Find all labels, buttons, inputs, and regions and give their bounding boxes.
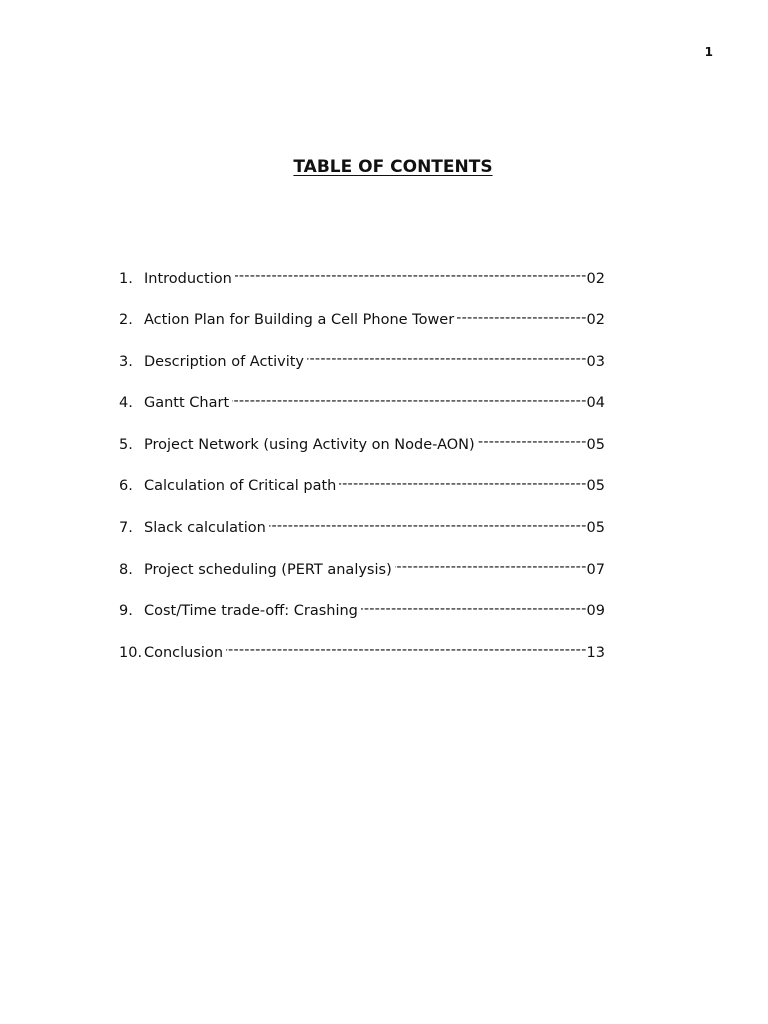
dot-leader	[457, 310, 586, 325]
toc-entry-number: 9.	[119, 603, 133, 620]
dot-leader	[478, 434, 587, 449]
toc-entry-page: 04	[586, 395, 605, 412]
toc-entry-introduction	[119, 268, 605, 310]
toc-entry-number: 4.	[119, 395, 133, 412]
toc-entry-number: 7.	[119, 520, 133, 537]
dot-leader	[269, 518, 587, 533]
toc-list	[119, 268, 605, 684]
toc-entry-label: Slack calculation	[144, 520, 266, 537]
toc-entry-label: Introduction	[144, 270, 232, 287]
toc-entry-label: Gantt Chart	[144, 395, 230, 412]
dot-leader	[232, 393, 586, 408]
toc-entry-number: 10.	[119, 644, 143, 661]
dot-leader	[339, 476, 586, 491]
toc-entry-page: 09	[586, 603, 605, 620]
dot-leader	[235, 268, 587, 283]
toc-entry-number: 6.	[119, 478, 133, 495]
toc-entry-page: 02	[586, 312, 605, 329]
page-number: 1	[704, 45, 713, 59]
toc-entry-gantt-chart	[119, 393, 605, 435]
toc-entry-label: Calculation of Critical path	[144, 478, 337, 495]
toc-entry-page: 05	[586, 478, 605, 495]
toc-entry-project-scheduling	[119, 559, 605, 601]
toc-entry-label: Description of Activity	[144, 353, 305, 370]
toc-entry-page: 02	[586, 270, 605, 287]
toc-entry-crashing	[119, 601, 605, 643]
toc-entry-number: 1.	[119, 270, 133, 287]
toc-entry-label: Project Network (using Activity on Node-AON)	[144, 436, 475, 453]
toc-entry-page: 13	[586, 644, 605, 661]
toc-entry-label: Conclusion	[144, 644, 224, 661]
toc-entry-page: 03	[586, 353, 605, 370]
toc-entry-number: 5.	[119, 436, 133, 453]
toc-entry-action-plan	[119, 310, 605, 352]
toc-entry-label: Project scheduling (PERT analysis)	[144, 561, 392, 578]
dot-leader	[226, 642, 587, 657]
toc-entry-conclusion	[119, 642, 605, 684]
toc-entry-page: 05	[586, 436, 605, 453]
toc-entry-label: Cost/Time trade-off: Crashing	[144, 603, 358, 620]
toc-entry-page: 07	[586, 561, 605, 578]
toc-entry-label: Action Plan for Building a Cell Phone Tower	[144, 312, 455, 329]
toc-entry-slack-calculation	[119, 518, 605, 560]
toc-title: TABLE OF CONTENTS	[293, 157, 493, 177]
toc-entry-description-of-activity	[119, 351, 605, 393]
dot-leader	[361, 601, 587, 616]
dot-leader	[307, 351, 587, 366]
toc-entry-project-network	[119, 434, 605, 476]
toc-entry-critical-path	[119, 476, 605, 518]
toc-entry-number: 8.	[119, 561, 133, 578]
toc-entry-number: 2.	[119, 312, 133, 329]
toc-entry-page: 05	[586, 520, 605, 537]
dot-leader	[395, 559, 587, 574]
toc-entry-number: 3.	[119, 353, 133, 370]
